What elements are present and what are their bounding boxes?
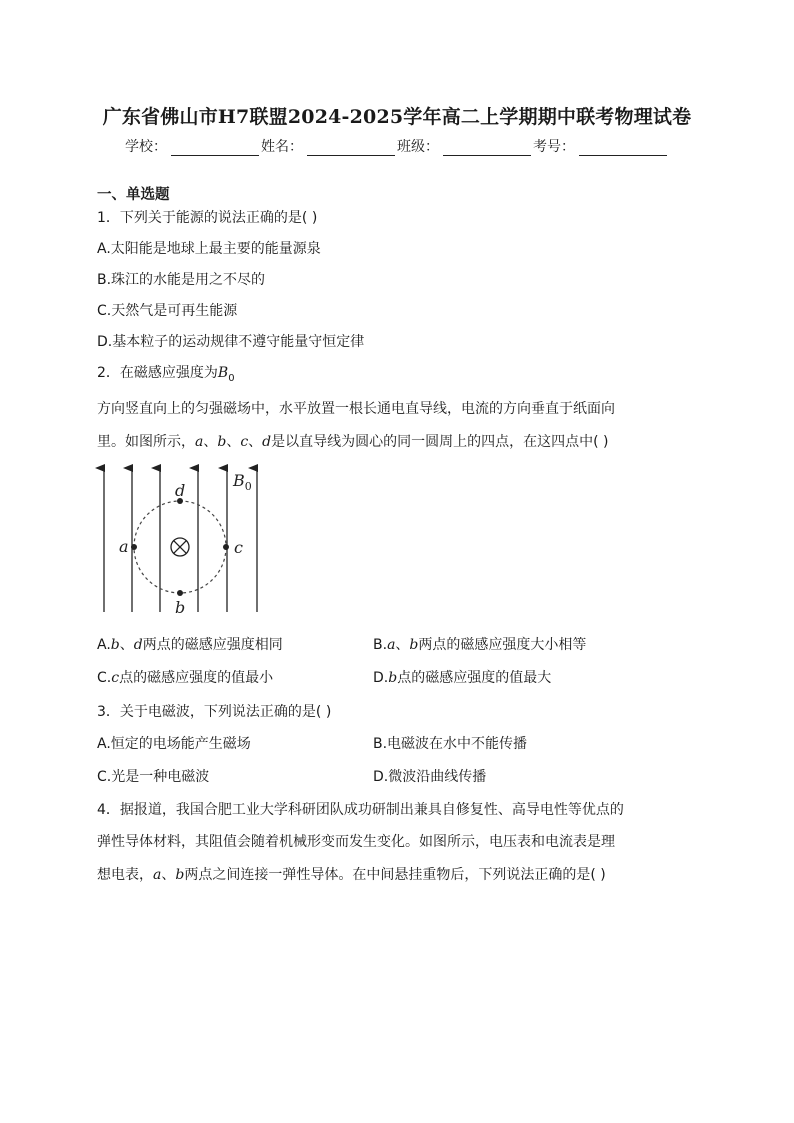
q2-sep3: 、 [248, 434, 263, 450]
q4-line3-post: 两点之间连接一弹性导体。在中间悬挂重物后，下列说法正确的是( ) [184, 867, 606, 883]
q2-b0-sub: 0 [228, 372, 235, 384]
q1-stem: 1．下列关于能源的说法正确的是( ) [97, 210, 318, 226]
label-a: a [119, 537, 129, 556]
q2-stem-pre: 2．在磁感应强度为 [97, 365, 218, 381]
q3-option-a: A.恒定的电场能产生磁场 [97, 736, 251, 752]
q2-option-d-text: 点的磁感应强度的值最大 [397, 670, 552, 686]
q2-sep2: 、 [226, 434, 241, 450]
q1-option-c: C.天然气是可再生能源 [97, 303, 238, 319]
point-b-dot [177, 590, 183, 596]
q2-option-d [373, 667, 551, 687]
exam-title: 广东省佛山市H7联盟2024-2025学年高二上学期期中联考物理试卷 [102, 106, 692, 128]
school-blank[interactable] [171, 141, 259, 156]
school-label: 学校： [125, 139, 167, 155]
q2-option-a-var2: d [133, 637, 143, 653]
label-b0-sub: 0 [244, 480, 252, 493]
q4-var-b: b [175, 867, 185, 883]
q2-stem-line2: 方向竖直向上的匀强磁场中，水平放置一根长通电直导线，电流的方向垂直于纸面向 [97, 401, 615, 417]
q3-option-c: C.光是一种电磁波 [97, 769, 210, 785]
class-label: 班级： [397, 139, 439, 155]
q2-option-c-var: c [111, 670, 120, 686]
q2-line3-post: 是以直导线为圆心的同一圆周上的四点，在这四点中( ) [271, 434, 609, 450]
q2-b0-symbol: B [217, 365, 229, 381]
class-blank[interactable] [443, 141, 531, 156]
q1-option-a: A.太阳能是地球上最主要的能量源泉 [97, 241, 321, 257]
name-label: 姓名： [261, 139, 303, 155]
q1-option-d: D.基本粒子的运动规律不遵守能量守恒定律 [97, 334, 365, 350]
q2-option-d-prefix: D. [373, 670, 389, 686]
wire-into-page-icon [171, 538, 189, 556]
q3-option-b: B.电磁波在水中不能传播 [373, 736, 528, 752]
q3-option-d: D.微波沿曲线传播 [373, 769, 487, 785]
q2-option-a-text: 两点的磁感应强度相同 [142, 637, 283, 653]
q3-stem: 3．关于电磁波，下列说法正确的是( ) [97, 704, 332, 720]
q2-sep1: 、 [203, 434, 218, 450]
q2-option-c-text: 点的磁感应强度的值最小 [119, 670, 274, 686]
q4-stem-line3 [97, 864, 606, 884]
q4-stem-line1: 4．据报道，我国合肥工业大学科研团队成功研制出兼具自修复性、高导电性等优点的 [97, 802, 624, 818]
q4-var-a: a [153, 867, 162, 883]
point-c-dot [223, 544, 229, 550]
number-blank[interactable] [579, 141, 667, 156]
student-info-row [0, 136, 794, 156]
label-d: d [175, 481, 186, 500]
q4-sep: 、 [161, 867, 176, 883]
q2-option-b-var1: a [387, 637, 396, 653]
magnetic-field-figure [90, 456, 280, 628]
q2-var-d: d [262, 434, 272, 450]
label-b0 [232, 471, 252, 493]
section-heading: 一、单选题 [97, 187, 170, 203]
q4-stem-line2: 弹性导体材料，其阻值会随着机械形变而发生变化。如图所示，电压表和电流表是理 [97, 834, 615, 850]
name-blank[interactable] [307, 141, 395, 156]
q2-stem-line1 [97, 362, 235, 384]
q2-option-b-var2: b [409, 637, 419, 653]
q2-option-b-prefix: B. [373, 637, 388, 653]
label-b: b [175, 598, 186, 617]
q2-option-c-prefix: C. [97, 670, 112, 686]
q2-option-b-text: 两点的磁感应强度大小相等 [418, 637, 587, 653]
q2-stem-line3 [97, 431, 609, 451]
q2-option-a [97, 634, 283, 654]
q2-option-b-sep: 、 [395, 637, 410, 653]
point-a-dot [131, 544, 137, 550]
q2-option-a-var1: b [110, 637, 120, 653]
q2-option-a-sep: 、 [119, 637, 134, 653]
q2-option-b [373, 634, 586, 654]
q2-option-c [97, 667, 273, 687]
number-label: 考号： [533, 139, 575, 155]
q2-option-d-var: b [388, 670, 398, 686]
q4-line3-pre: 想电表， [97, 867, 153, 883]
q2-var-b: b [217, 434, 227, 450]
q2-var-c: c [240, 434, 249, 450]
q2-option-a-prefix: A. [97, 637, 111, 653]
q1-option-b: B.珠江的水能是用之不尽的 [97, 272, 266, 288]
q2-line3-pre: 里。如图所示， [97, 434, 195, 450]
label-b0-symbol: B [233, 471, 245, 490]
label-c: c [234, 538, 243, 557]
q2-var-a: a [195, 434, 204, 450]
